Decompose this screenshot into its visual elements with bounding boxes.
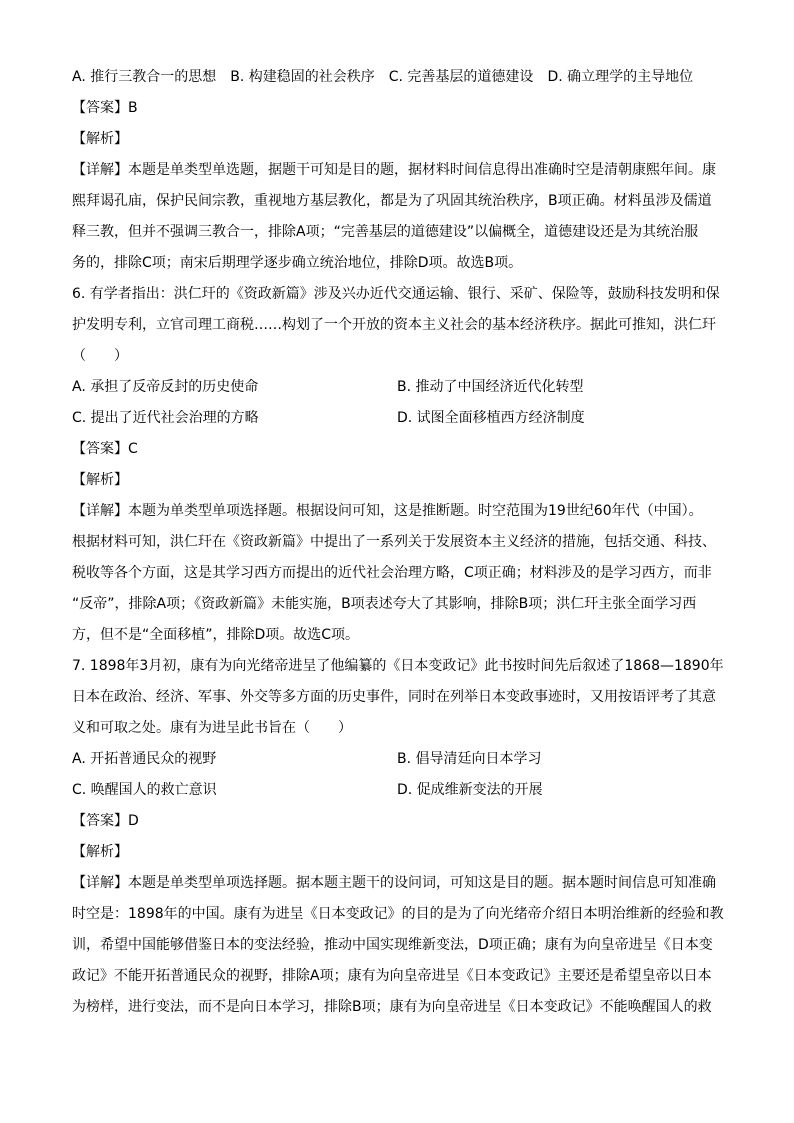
q6-stem-line: 护发明专利，立官司理工商税……构划了一个开放的资本主义社会的基本经济秩序。据此可推知，洪仁玕 xyxy=(72,317,716,333)
q7-stem-line: 7. 1898年3月初，康有为向光绪帝进呈了他编纂的《日本变政记》此书按时间先后叙述了1868—1890年 xyxy=(72,658,724,674)
q6-detail-line: 方，但不是“全面移植”，排除D项。故选C项。 xyxy=(72,627,360,643)
document-page xyxy=(72,62,732,1023)
q7-detail xyxy=(72,868,732,1023)
q6-option-b: B. 推动了中国经济近代化转型 xyxy=(397,379,584,395)
q6-option-d: D. 试图全面移植西方经济制度 xyxy=(397,410,585,426)
q7-detail-line: 政记》不能开拓普通民众的视野，排除A项；康有为向皇帝进呈《日本变政记》主要还是希望皇帝以日本 xyxy=(72,968,712,984)
q6-detail xyxy=(72,496,732,651)
q5-answer: 【答案】B xyxy=(72,100,138,116)
q6-detail-line: 根据材料可知，洪仁玕在《资政新篇》中提出了一系列关于发展资本主义经济的措施，包括交通、科技、 xyxy=(72,534,716,550)
q7-stem-line: 义和可取之处。康有为进呈此书旨在（ ） xyxy=(72,720,352,736)
q7-option-a: A. 开拓普通民众的视野 xyxy=(72,751,217,767)
q6-stem-line: （ ） xyxy=(72,348,128,364)
q5-detail-line: 务的，排除C项；南宋后期理学逐步确立统治地位，排除D项。故选B项。 xyxy=(72,255,523,271)
q7-options-row-2 xyxy=(72,775,732,806)
q7-stem xyxy=(72,651,732,744)
q5-detail xyxy=(72,155,732,279)
q7-detail-line: 【详解】本题是单类型单项选择题。据本题主题干的设问词，可知这是目的题。据本题时间信息可知准确 xyxy=(72,875,716,891)
q7-answer: 【答案】D xyxy=(72,813,139,829)
q7-option-b: B. 倡导清廷向日本学习 xyxy=(397,751,542,767)
q5-detail-line: 释三教，但并不强调三教合一，排除A项；“完善基层的道德建设”以偏概全，道德建设还是为其统治服 xyxy=(72,224,699,240)
q6-options-row-2 xyxy=(72,403,732,434)
q6-detail-line: “反帝”，排除A项；《资政新篇》未能实施，B项表述夸大了其影响，排除B项；洪仁玕主张全面学习西 xyxy=(72,596,697,612)
q6-option-c: C. 提出了近代社会治理的方略 xyxy=(72,410,259,426)
q6-stem-line: 6. 有学者指出：洪仁玕的《资政新篇》涉及兴办近代交通运输、银行、采矿、保险等，鼓励科技发明和保 xyxy=(72,286,720,302)
q7-analysis-heading: 【解析】 xyxy=(72,844,128,860)
q7-detail-line: 时空是：1898年的中国。康有为进呈《日本变政记》的目的是为了向光绪帝介绍日本明治维新的经验和教 xyxy=(72,906,724,922)
q7-detail-line: 为榜样，进行变法，而不是向日本学习，排除B项；康有为向皇帝进呈《日本变政记》不能唤醒国人的救 xyxy=(72,999,712,1015)
q6-analysis-heading: 【解析】 xyxy=(72,472,128,488)
q5-detail-line: 【详解】本题是单类型单选题，据题干可知是目的题，据材料时间信息得出准确时空是清朝康熙年间。康 xyxy=(72,162,716,178)
q7-option-d: D. 促成维新变法的开展 xyxy=(397,782,543,798)
q6-detail-line: 【详解】本题为单类型单项选择题。根据设问可知，这是推断题。时空范围为19世纪60年代（中国）。 xyxy=(72,503,703,519)
q6-detail-line: 税收等各个方面，这是其学习西方而提出的近代社会治理方略，C项正确；材料涉及的是学习西方，而非 xyxy=(72,565,712,581)
q5-option-d: D. 确立理学的主导地位 xyxy=(547,69,694,85)
q6-option-a: A. 承担了反帝反封的历史使命 xyxy=(72,379,259,395)
q5-option-c: C. 完善基层的道德建设 xyxy=(388,69,534,85)
q6-options-row-1 xyxy=(72,372,732,403)
q5-analysis-heading: 【解析】 xyxy=(72,131,128,147)
q6-stem xyxy=(72,279,732,372)
q7-option-c: C. 唤醒国人的救亡意识 xyxy=(72,782,217,798)
q7-options-row-1 xyxy=(72,744,732,775)
q7-detail-line: 训，希望中国能够借鉴日本的变法经验，推动中国实现维新变法，D项正确；康有为向皇帝进呈《日本变 xyxy=(72,937,713,953)
q5-options xyxy=(72,62,732,93)
q7-stem-line: 日本在政治、经济、军事、外交等多方面的历史事件，同时在列举日本变政事迹时，又用按语评考了其意 xyxy=(72,689,716,705)
q6-answer: 【答案】C xyxy=(72,441,138,457)
q5-option-b: B. 构建稳固的社会秩序 xyxy=(230,69,375,85)
q5-detail-line: 熙拜谒孔庙，保护民间宗教，重视地方基层教化，都是为了巩固其统治秩序，B项正确。材料虽涉及儒道 xyxy=(72,193,712,209)
q5-option-a: A. 推行三教合一的思想 xyxy=(72,69,217,85)
